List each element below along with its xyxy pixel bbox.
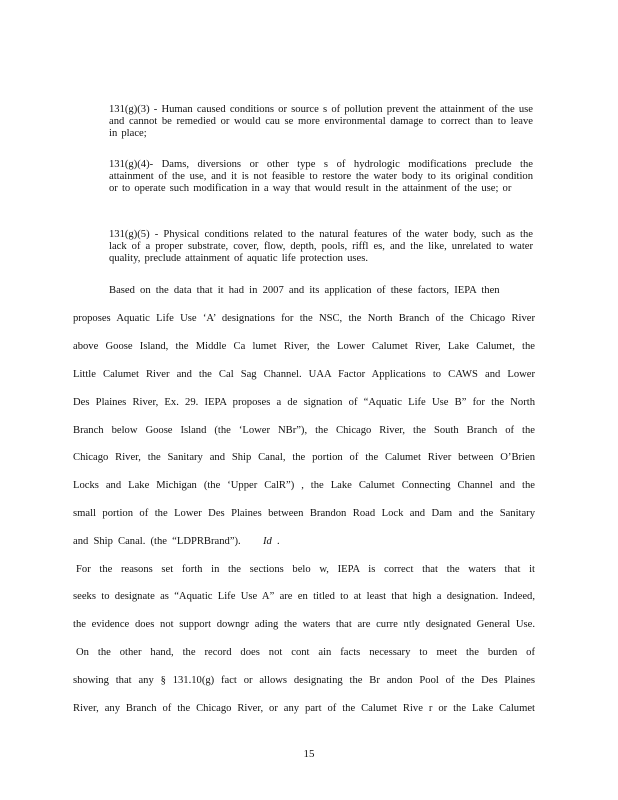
quoted-factor-131g4: 131(g)(4)- Dams, diversions or other type s of hydrologic modifications preclude the attainment of the use, and it is not feasible to restore the water body to its original condition or to operate such modification in a way that would result in the attainment of the use; or: [109, 159, 533, 195]
body-line: showing that any § 131.10(g) fact or allows designating the Br andon Pool of the Des Plaines: [73, 675, 535, 686]
body-line: Des Plaines River, Ex. 29. IEPA proposes a de signation of “Aquatic Life Use B” for the North: [73, 397, 535, 408]
id-citation: Id: [263, 536, 272, 547]
body-line: the evidence does not support downgr ading the waters that are curre ntly designated General Use.: [73, 619, 535, 630]
body-line: Branch below Goose Island (the ‘Lower NBr”), the Chicago River, the South Branch of the: [73, 425, 535, 436]
body-line: Based on the data that it had in 2007 and its application of these factors, IEPA then: [109, 285, 500, 296]
body-line: proposes Aquatic Life Use ‘A’ designations for the NSC, the North Branch of the Chicago River: [73, 313, 535, 324]
body-line: Locks and Lake Michigan (the ‘Upper CalR”) , the Lake Calumet Connecting Channel and the: [73, 480, 535, 491]
body-line: Little Calumet River and the Cal Sag Channel. UAA Factor Applications to CAWS and Lower: [73, 369, 535, 380]
body-line-text: and Ship Canal. (the “LDPRBrand”).: [73, 536, 241, 547]
body-line: seeks to designate as “Aquatic Life Use A” are en titled to at least that high a designation. Indeed,: [73, 591, 535, 602]
page-number: 15: [303, 748, 315, 760]
body-line: For the reasons set forth in the sections belo w, IEPA is correct that the waters that it: [76, 564, 535, 575]
id-citation-period: .: [277, 536, 280, 547]
quoted-factor-131g3: 131(g)(3) - Human caused conditions or source s of pollution prevent the attainment of the use and cannot be remedied or would cau se more environmental damage to correct than to leave in place;: [109, 104, 533, 140]
body-line: On the other hand, the record does not cont ain facts necessary to meet the burden of: [76, 647, 535, 658]
body-line: above Goose Island, the Middle Ca lumet River, the Lower Calumet River, Lake Calumet, the: [73, 341, 535, 352]
body-line: small portion of the Lower Des Plaines between Brandon Road Lock and Dam and the Sanitary: [73, 508, 535, 519]
quoted-factor-131g5: 131(g)(5) - Physical conditions related to the natural features of the water body, such as the lack of a proper substrate, cover, flow, depth, pools, riffl es, and the like, unrelated to water quality, preclude attainment of aquatic life protection uses.: [109, 229, 533, 265]
body-line: River, any Branch of the Chicago River, or any part of the Calumet Rive r or the Lake Calumet: [73, 703, 535, 714]
body-line: Chicago River, the Sanitary and Ship Canal, the portion of the Calumet River between O’Brien: [73, 452, 535, 463]
body-line-with-citation: [73, 535, 280, 548]
